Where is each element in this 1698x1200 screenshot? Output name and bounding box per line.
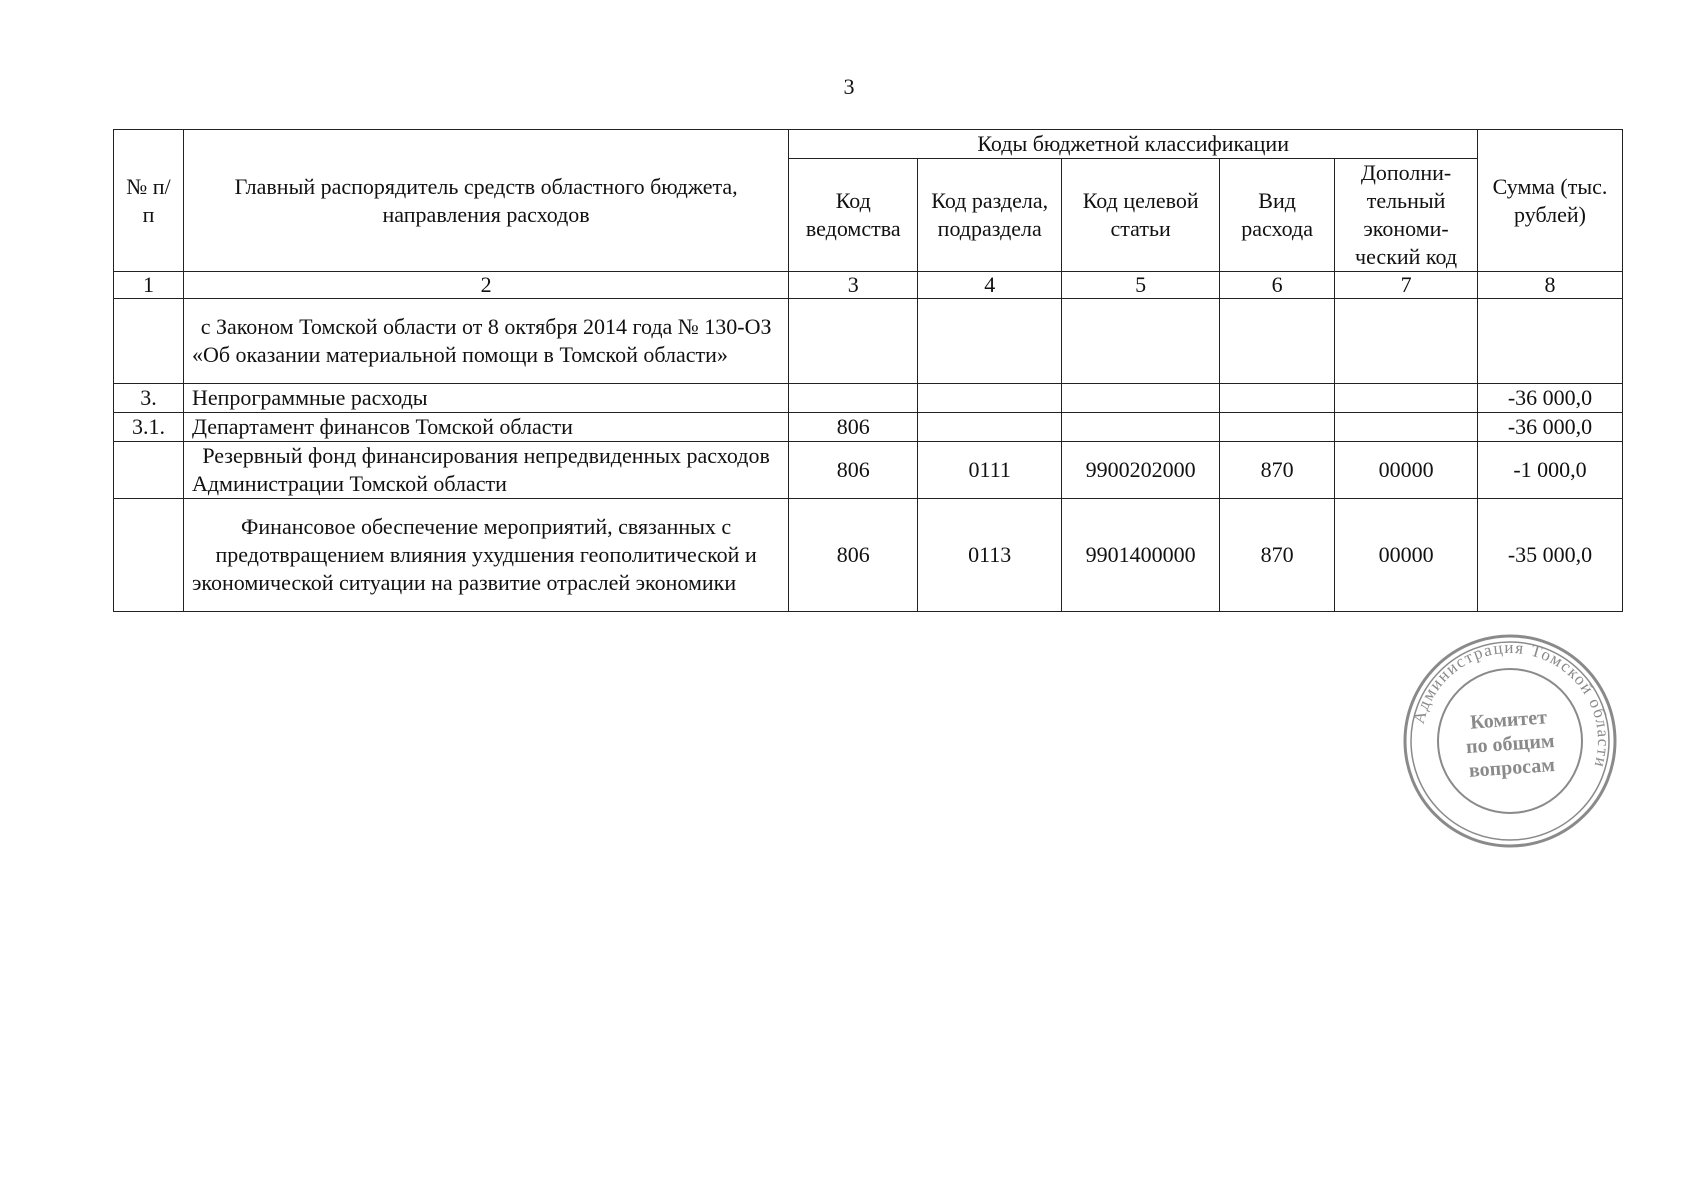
header-econ-code: Дополни-тельный экономи-ческий код bbox=[1335, 159, 1478, 272]
row-econ: 00000 bbox=[1335, 442, 1478, 499]
row-section: 0111 bbox=[918, 442, 1062, 499]
header-expense-type: Вид расхода bbox=[1220, 159, 1335, 272]
header-dept-code: Код ведомства bbox=[789, 159, 918, 272]
row-sum: -36 000,0 bbox=[1478, 413, 1623, 442]
official-stamp bbox=[1401, 632, 1619, 850]
col-number: 4 bbox=[918, 272, 1062, 299]
page-number: 3 bbox=[843, 74, 855, 99]
row-num: 3. bbox=[114, 384, 184, 413]
row-dept: 806 bbox=[789, 442, 918, 499]
row-type: 870 bbox=[1220, 499, 1335, 612]
stamp-center-line2: по общим bbox=[1465, 729, 1556, 759]
col-number: 7 bbox=[1335, 272, 1478, 299]
row-section: 0113 bbox=[918, 499, 1062, 612]
row-type bbox=[1220, 413, 1335, 442]
row-sum bbox=[1478, 299, 1623, 384]
row-dept bbox=[789, 384, 918, 413]
row-num bbox=[114, 442, 184, 499]
row-econ: 00000 bbox=[1335, 499, 1478, 612]
header-codes-group: Коды бюджетной классификации bbox=[789, 130, 1478, 159]
table-row bbox=[114, 384, 1623, 413]
row-name: Резервный фонд финансирования непредвиденных расходов Администрации Томской области bbox=[183, 442, 788, 499]
row-type bbox=[1220, 384, 1335, 413]
row-section bbox=[918, 413, 1062, 442]
stamp-center-line3: вопросам bbox=[1468, 753, 1556, 782]
col-number: 8 bbox=[1478, 272, 1623, 299]
row-num bbox=[114, 499, 184, 612]
row-econ bbox=[1335, 299, 1478, 384]
column-number-row bbox=[114, 272, 1623, 299]
row-econ bbox=[1335, 413, 1478, 442]
stamp-center-line1: Комитет bbox=[1469, 706, 1548, 734]
row-target bbox=[1062, 299, 1220, 384]
table-row bbox=[114, 299, 1623, 384]
row-econ bbox=[1335, 384, 1478, 413]
row-sum: -1 000,0 bbox=[1478, 442, 1623, 499]
row-name: с Законом Томской области от 8 октября 2014 года № 130-ОЗ «Об оказании материальной помощи в Томской области» bbox=[183, 299, 788, 384]
row-dept bbox=[789, 299, 918, 384]
row-target: 9901400000 bbox=[1062, 499, 1220, 612]
table-row bbox=[114, 499, 1623, 612]
header-section-code: Код раздела, подраздела bbox=[918, 159, 1062, 272]
row-sum: -36 000,0 bbox=[1478, 384, 1623, 413]
row-type bbox=[1220, 299, 1335, 384]
row-name: Непрограммные расходы bbox=[183, 384, 788, 413]
row-section bbox=[918, 299, 1062, 384]
row-section bbox=[918, 384, 1062, 413]
row-num: 3.1. bbox=[114, 413, 184, 442]
budget-table bbox=[113, 129, 1623, 612]
header-num: № п/п bbox=[114, 130, 184, 272]
row-target: 9900202000 bbox=[1062, 442, 1220, 499]
row-target bbox=[1062, 413, 1220, 442]
header-target-code: Код целевой статьи bbox=[1062, 159, 1220, 272]
col-number: 1 bbox=[114, 272, 184, 299]
table-row bbox=[114, 413, 1623, 442]
row-target bbox=[1062, 384, 1220, 413]
row-type: 870 bbox=[1220, 442, 1335, 499]
table-row bbox=[114, 442, 1623, 499]
row-sum: -35 000,0 bbox=[1478, 499, 1623, 612]
col-number: 3 bbox=[789, 272, 918, 299]
row-num bbox=[114, 299, 184, 384]
stamp-ring-textpath: Администрация Томской области bbox=[1408, 637, 1614, 771]
col-number: 5 bbox=[1062, 272, 1220, 299]
row-dept: 806 bbox=[789, 499, 918, 612]
col-number: 2 bbox=[183, 272, 788, 299]
row-name: Департамент финансов Томской области bbox=[183, 413, 788, 442]
row-name: Финансовое обеспечение мероприятий, связанных с предотвращением влияния ухудшения геополитической и экономической ситуации на развитие отраслей экономики bbox=[183, 499, 788, 612]
row-dept: 806 bbox=[789, 413, 918, 442]
header-sum: Сумма (тыс. рублей) bbox=[1478, 130, 1623, 272]
header-name: Главный распорядитель средств областного бюджета, направления расходов bbox=[183, 130, 788, 272]
col-number: 6 bbox=[1220, 272, 1335, 299]
